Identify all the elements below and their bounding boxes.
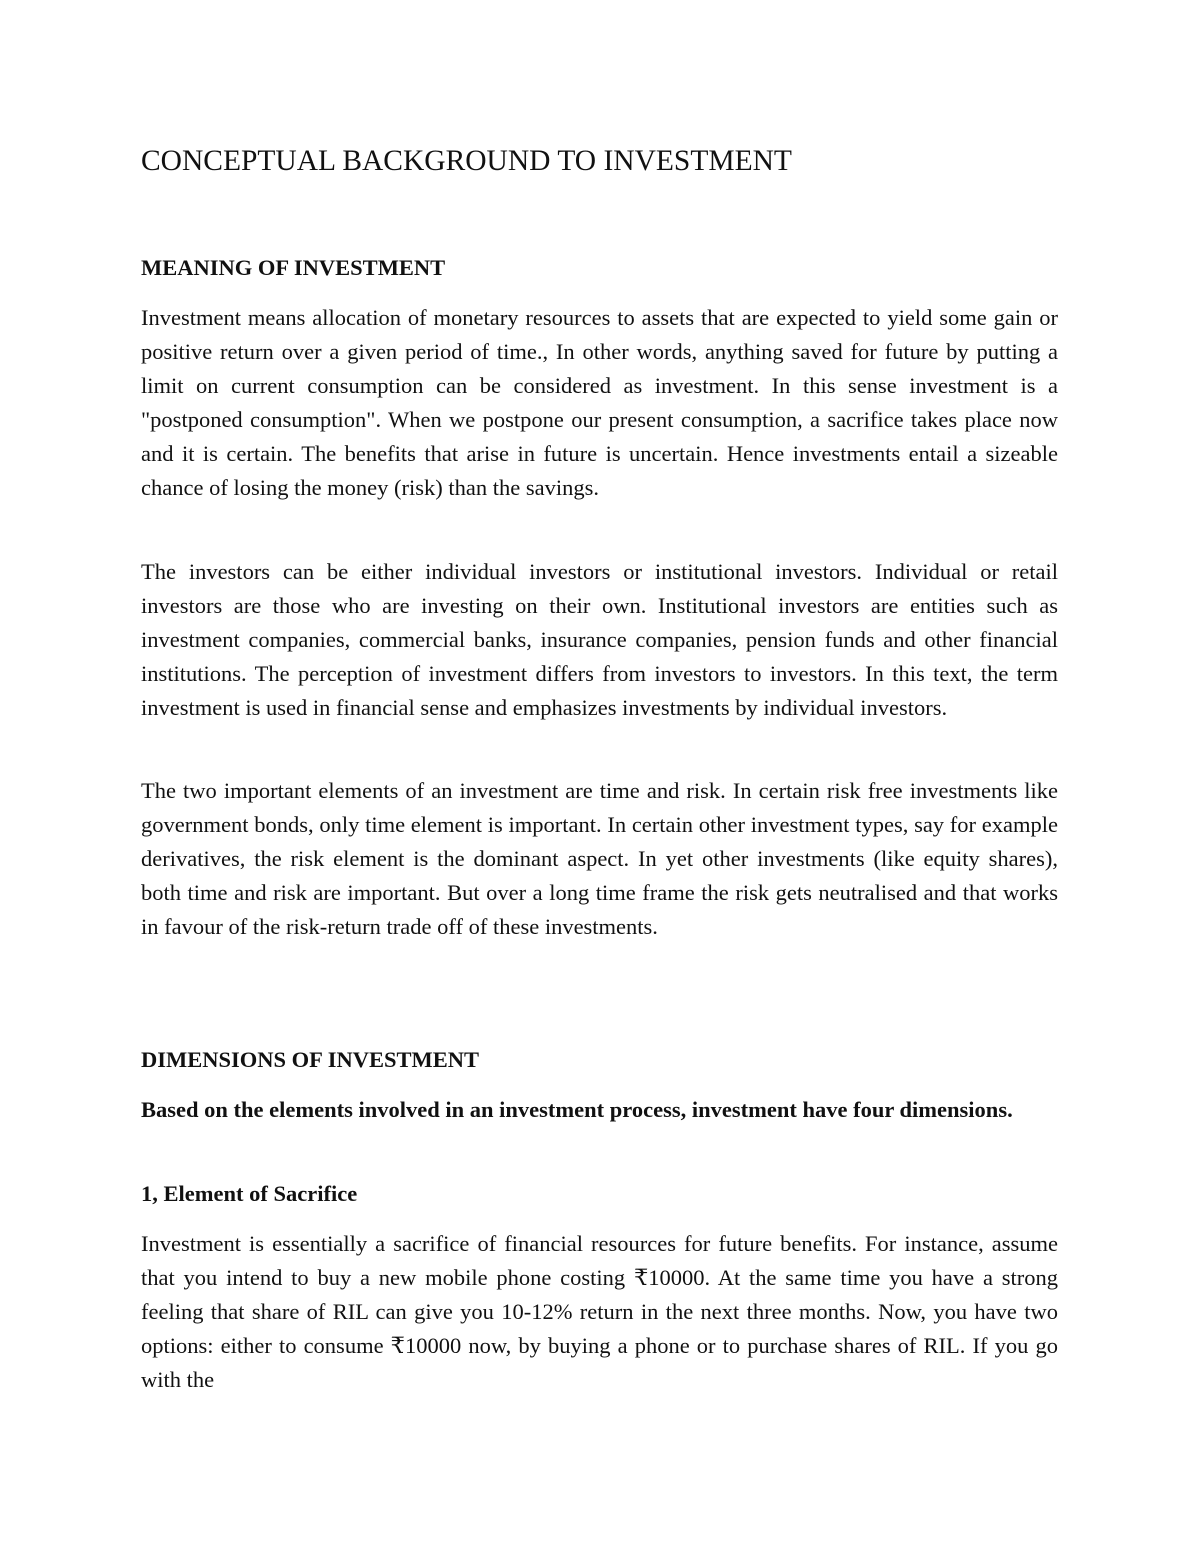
section-heading-meaning: MEANING OF INVESTMENT [141,255,446,280]
paragraph-meaning-3: The two important elements of an investment are time and risk. In certain risk free investments like government bonds, only time element is important. In certain other investment types, say for example derivatives, the risk element is the dominant aspect. In yet other investments (like equity shares), both time and risk are important. But over a long time frame the risk gets neutralised and that works in favour of the risk-return trade off of these investments. [141,778,1058,939]
paragraph-element-of-sacrifice: Investment is essentially a sacrifice of financial resources for future benefits. For instance, assume that you intend to buy a new mobile phone costing ₹10000. At the same time you have a strong feeling that share of RIL can give you 10-12% return in the next three months. Now, you have two options: either to consume ₹10000 now, by buying a phone or to purchase shares of RIL. If you go with the [141,1231,1058,1392]
section-heading-dimensions: DIMENSIONS OF INVESTMENT [141,1047,479,1072]
paragraph-meaning-2: The investors can be either individual investors or institutional investors. Individual or retail investors are those who are investing on their own. Institutional investors are entities such as investment companies, commercial banks, insurance companies, pension funds and other financial institutions. The perception of investment differs from investors to investors. In this text, the term investment is used in financial sense and emphasizes investments by individual investors. [141,559,1058,720]
paragraph-meaning-1: Investment means allocation of monetary resources to assets that are expected to yield some gain or positive return over a given period of time., In other words, anything saved for future by putting a limit on current consumption can be considered as investment. In this sense investment is a "postponed consumption". When we postpone our present consumption, a sacrifice takes place now and it is certain. The benefits that arise in future is uncertain. Hence investments entail a sizeable chance of losing the money (risk) than the savings. [141,305,1058,500]
document-title: CONCEPTUAL BACKGROUND TO INVESTMENT [141,145,792,177]
subheading-element-of-sacrifice: 1, Element of Sacrifice [141,1181,358,1206]
paragraph-dimensions-intro: Based on the elements involved in an investment process, investment have four dimensions. [141,1097,1013,1122]
